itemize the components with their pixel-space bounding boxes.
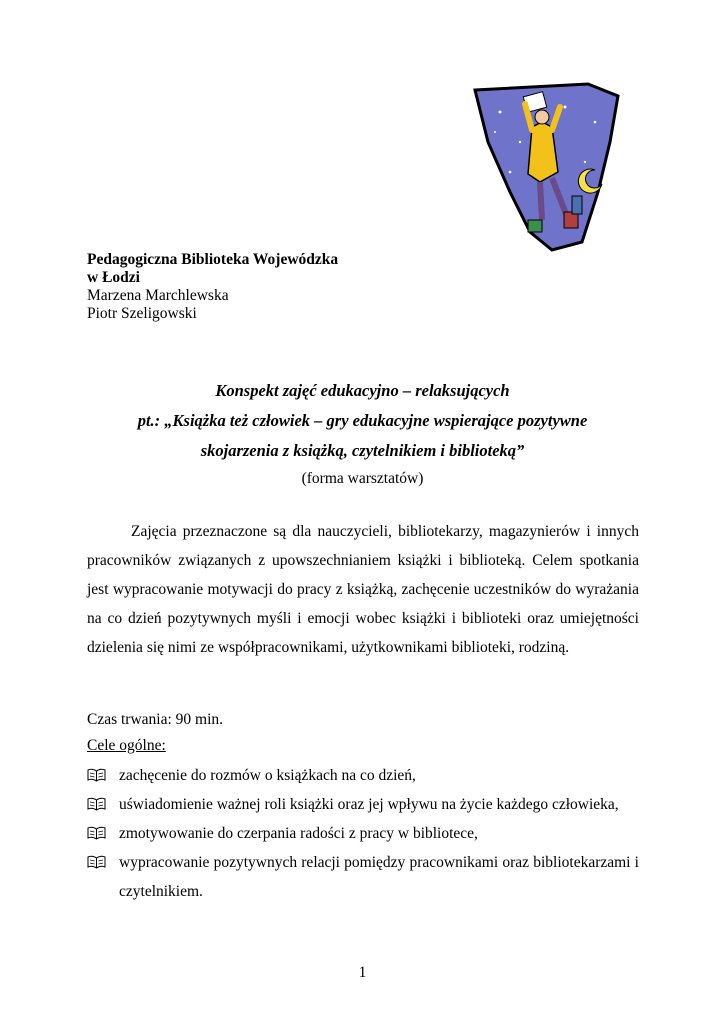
author-name: Marzena Marchlewska [87, 287, 229, 304]
list-item [87, 790, 639, 819]
duration-text: Czas trwania: 90 min. [87, 711, 224, 728]
title-line: Konspekt zajęć edukacyjno – relaksujących [215, 381, 510, 400]
open-book-icon [87, 855, 106, 869]
title-line: pt.: „Książka też człowiek – gry edukacyjne wspierające pozytywne [137, 411, 588, 430]
goals-list [87, 761, 639, 906]
page-number: 1 [358, 964, 367, 981]
open-book-icon [87, 768, 106, 782]
intro-text: Zajęcia przeznaczone są dla nauczycieli, bibliotekarzy, magazynierów i innych pracowników związanych z upowszechnianiem książki i biblioteką. Celem spotkania jest wypracowanie motywacji do pracy z książką, zachęcenie uczestników do wyrażania na co dzień pozytywnych myśli i emocji wobec książki i biblioteki oraz umiejętności dzielenia się nimi ze współpracownikami, użytkownikami biblioteki, rodziną. [87, 523, 639, 656]
goal-text: zachęcenie do rozmów o książkach na co dzień, [119, 767, 416, 784]
goal-text: wypracowanie pozytywnych relacji pomiędzy pracownikami oraz bibliotekarzami i czytelnikiem. [119, 854, 639, 900]
goals-heading: Cele ogólne: [87, 737, 166, 754]
list-item [87, 848, 639, 906]
document-title [60, 376, 665, 492]
title-line: skojarzenia z książką, czytelnikiem i biblioteką” [200, 441, 525, 460]
list-item [87, 819, 639, 848]
author-name: Piotr Szeligowski [87, 305, 197, 322]
reader-illustration [470, 82, 620, 252]
goal-text: zmotywowanie do czerpania radości z pracy w bibliotece, [119, 825, 478, 842]
intro-paragraph [87, 517, 639, 662]
title-subtitle: (forma warsztatów) [301, 470, 424, 487]
reader-flying-among-books-illustration [470, 82, 620, 252]
goal-text: uświadomienie ważnej roli książki oraz jej wpływu na życie każdego człowieka, [119, 796, 619, 813]
list-item [87, 761, 639, 790]
institution-name-line2: w Łodzi [87, 269, 140, 286]
open-book-icon [87, 826, 106, 840]
open-book-icon [87, 797, 106, 811]
institution-name-line1: Pedagogiczna Biblioteka Wojewódzka [87, 251, 339, 268]
document-header [87, 251, 338, 323]
